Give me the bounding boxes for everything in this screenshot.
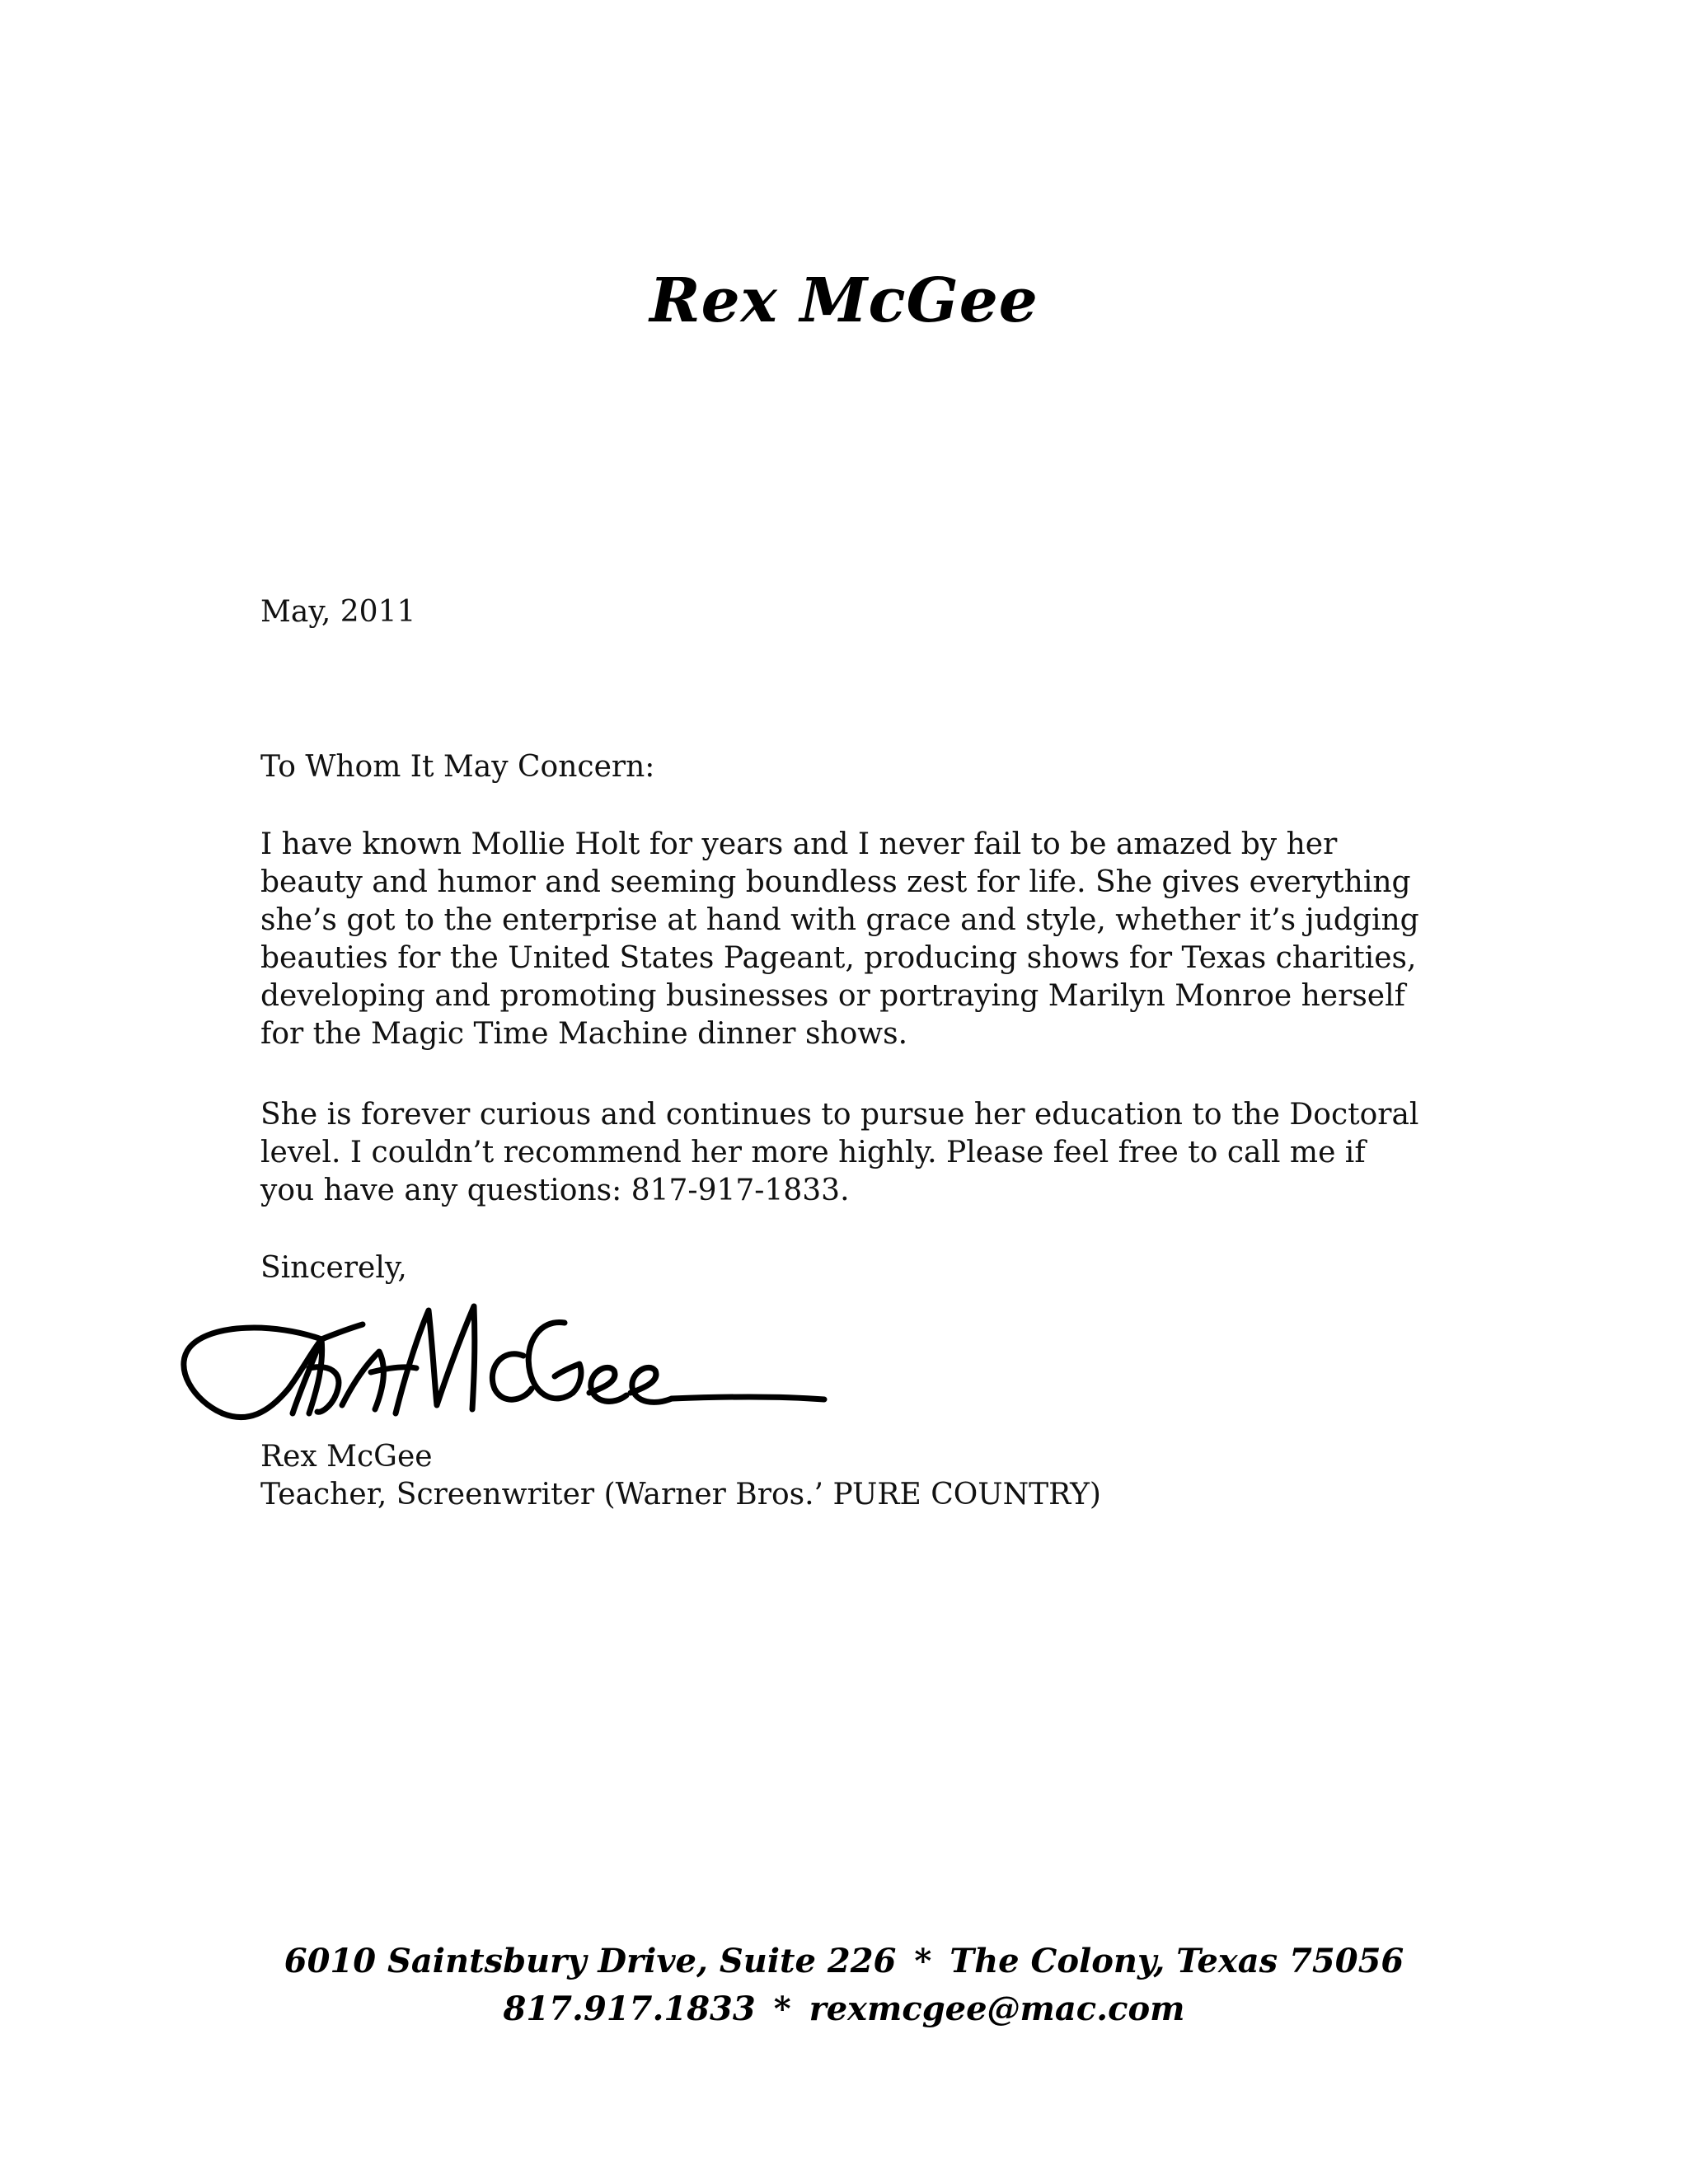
- signer-title: Teacher, Screenwriter (Warner Bros.’ PURE COUNTRY): [260, 1478, 1101, 1511]
- letter-paragraph-1: [260, 826, 1513, 1053]
- letter-date: May, 2011: [260, 595, 416, 629]
- footer-address-line: [0, 1942, 1688, 1980]
- paragraph-line: developing and promoting businesses or portraying Marilyn Monroe herself: [260, 979, 1405, 1013]
- paragraph-line: level. I couldn’t recommend her more highly. Please feel free to call me if: [260, 1136, 1366, 1169]
- footer-address: 6010 Saintsbury Drive, Suite 226: [284, 1942, 897, 1980]
- letterhead-name: Rex McGee: [649, 265, 1039, 336]
- footer-contact-line: [0, 1990, 1688, 2028]
- signer-name: Rex McGee: [260, 1440, 433, 1474]
- paragraph-line: beauties for the United States Pageant, producing shows for Texas charities,: [260, 941, 1417, 975]
- letter-closing: Sincerely,: [260, 1251, 407, 1285]
- paragraph-line: she’s got to the enterprise at hand with grace and style, whether it’s judging: [260, 903, 1419, 937]
- paragraph-line: She is forever curious and continues to pursue her education to the Doctoral: [260, 1098, 1419, 1132]
- paragraph-line: beauty and humor and seeming boundless zest for life. She gives everything: [260, 865, 1411, 899]
- handwritten-signature: [177, 1290, 837, 1442]
- footer-email: rexmcgee@mac.com: [809, 1990, 1185, 2028]
- letter-salutation: To Whom It May Concern:: [260, 750, 655, 784]
- footer-city: The Colony, Texas 75056: [950, 1942, 1404, 1980]
- footer-phone: 817.917.1833: [503, 1990, 756, 2028]
- paragraph-line: you have any questions: 817-917-1833.: [260, 1174, 850, 1207]
- footer-separator: *: [773, 1990, 791, 2028]
- footer-separator: *: [914, 1942, 932, 1980]
- paragraph-line: I have known Mollie Holt for years and I never fail to be amazed by her: [260, 827, 1338, 861]
- letter-paragraph-2: [260, 1096, 1513, 1210]
- paragraph-line: for the Magic Time Machine dinner shows.: [260, 1017, 908, 1051]
